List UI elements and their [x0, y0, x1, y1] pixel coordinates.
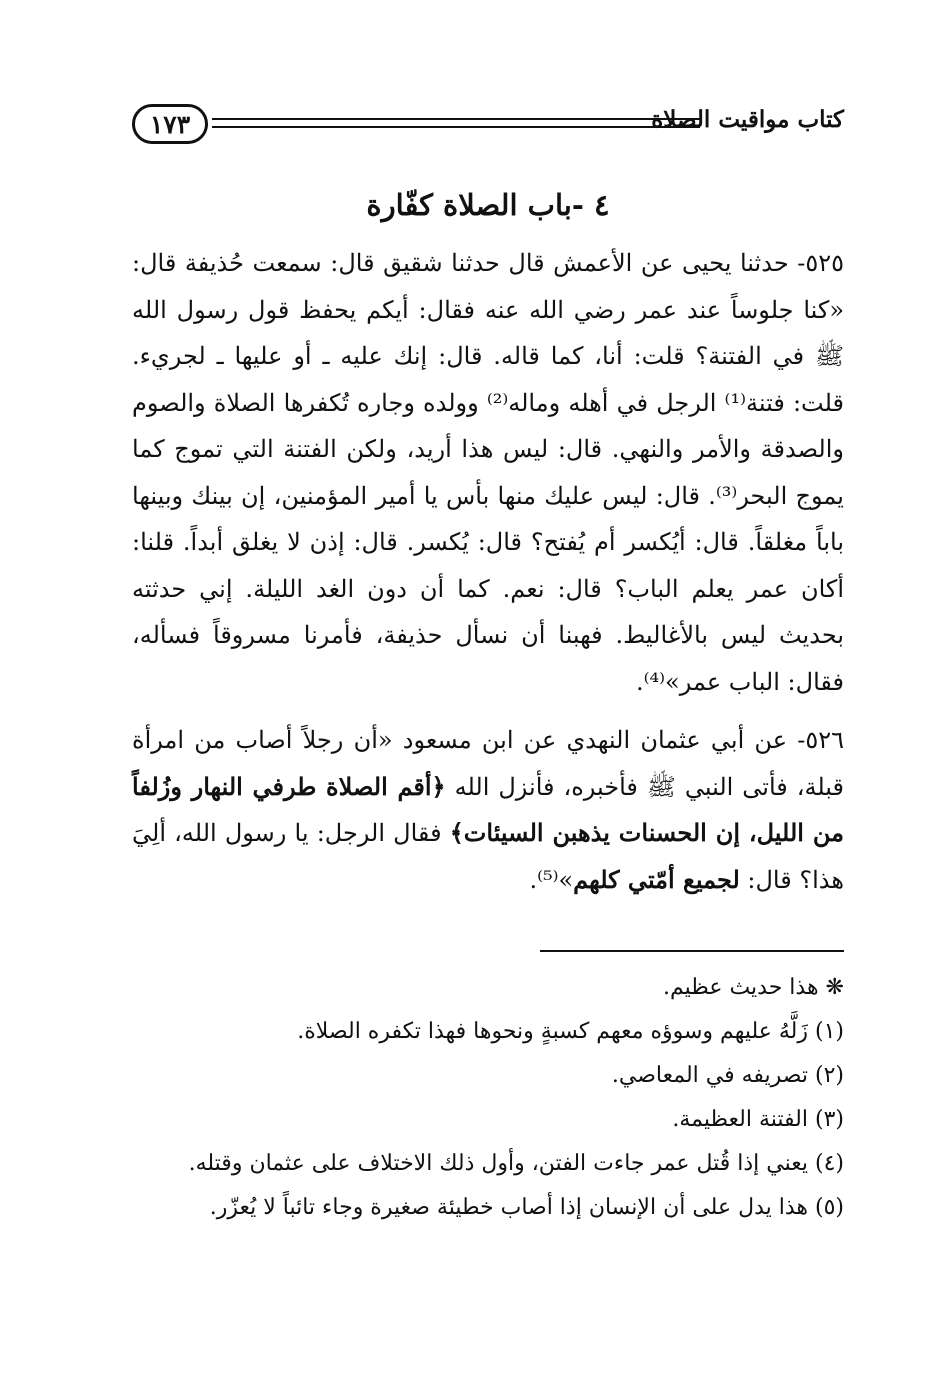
- book-title: كتاب مواقيت الصلاة: [651, 106, 844, 133]
- page-number: ١٧٣: [132, 104, 208, 144]
- quran-verse: ﴿أقم الصلاة طرفي النهار وزُلفاً من الليل، إن الحسنات يذهبن السيئات﴾: [132, 771, 844, 847]
- running-header: [132, 104, 844, 154]
- hadith-526-part: »⁽⁵⁾.: [529, 865, 574, 894]
- footnotes: [132, 966, 844, 1230]
- prophet-answer: لجميع أمّتي كلهم: [573, 864, 740, 894]
- footnote-4: (٤) يعني إذا قُتل عمر جاءت الفتن، وأول ذلك الاختلاف على عثمان وقتله.: [188, 1151, 844, 1176]
- footnote-divider: [540, 950, 844, 952]
- main-text: [132, 240, 844, 903]
- hadith-525: ٥٢٥- حدثنا يحيى عن الأعمش قال حدثنا شقيق قال: سمعت حُذيفة قال: «كنا جلوساً عند عمر رضي الله عنه فقال: أيكم يحفظ قول رسول الله ﷺ في الفتنة؟ قلت: أنا، كما قاله. قال: إنك عليه ـ أو عليها ـ لجريء. قلت: فتنة⁽¹⁾ الرجل في أهله وماله⁽²⁾ وولده وجاره تُكفرها الصلاة والصوم والصدقة والأمر والنهي. قال: ليس هذا أريد، ولكن الفتنة التي تموج كما يموج البحر⁽³⁾. قال: ليس عليك منها بأس يا أمير المؤمنين، إن بينك وبينها باباً مغلقاً. قال: أيُكسر أم يُفتح؟ قال: يُكسر. قال: إذن لا يغلق أبداً. قلنا: أكان عمر يعلم الباب؟ قال: نعم. كما أن دون الغد الليلة. إني حدثته بحديث ليس بالأغاليط. فهبنا أن نسأل حذيفة، فأمرنا مسروقاً فسأله، فقال: الباب عمر»⁽⁴⁾.: [132, 249, 845, 696]
- hadith-526-part: فقال الرجل: يا رسول الله، ألِيَ هذا؟ قال:: [132, 819, 844, 894]
- footnote-3: (٣) الفتنة العظيمة.: [672, 1107, 844, 1132]
- footnote-5: (٥) هذا يدل على أن الإنسان إذا أصاب خطيئة صغيرة وجاء تائباً لا يُعزّر.: [209, 1195, 844, 1220]
- chapter-title: ٤ -باب الصلاة كفّارة: [366, 188, 610, 222]
- footnote-1: (١) زَلَّهُ عليهم وسوؤه معهم كسبةٍ ونحوها فهذا تكفره الصلاة.: [297, 1019, 844, 1044]
- hadith-526: [132, 717, 844, 903]
- footnote-note: ❋ هذا حديث عظيم.: [663, 975, 844, 1000]
- hadith-526-part: ٥٢٦- عن أبي عثمان النهدي عن ابن مسعود «أن رجلاً أصاب من امرأة قبلة، فأتى النبي ﷺ فأخبره، فأنزل الله: [132, 726, 844, 801]
- footnote-2: (٢) تصريفه في المعاصي.: [611, 1063, 844, 1088]
- header-divider: [212, 118, 700, 128]
